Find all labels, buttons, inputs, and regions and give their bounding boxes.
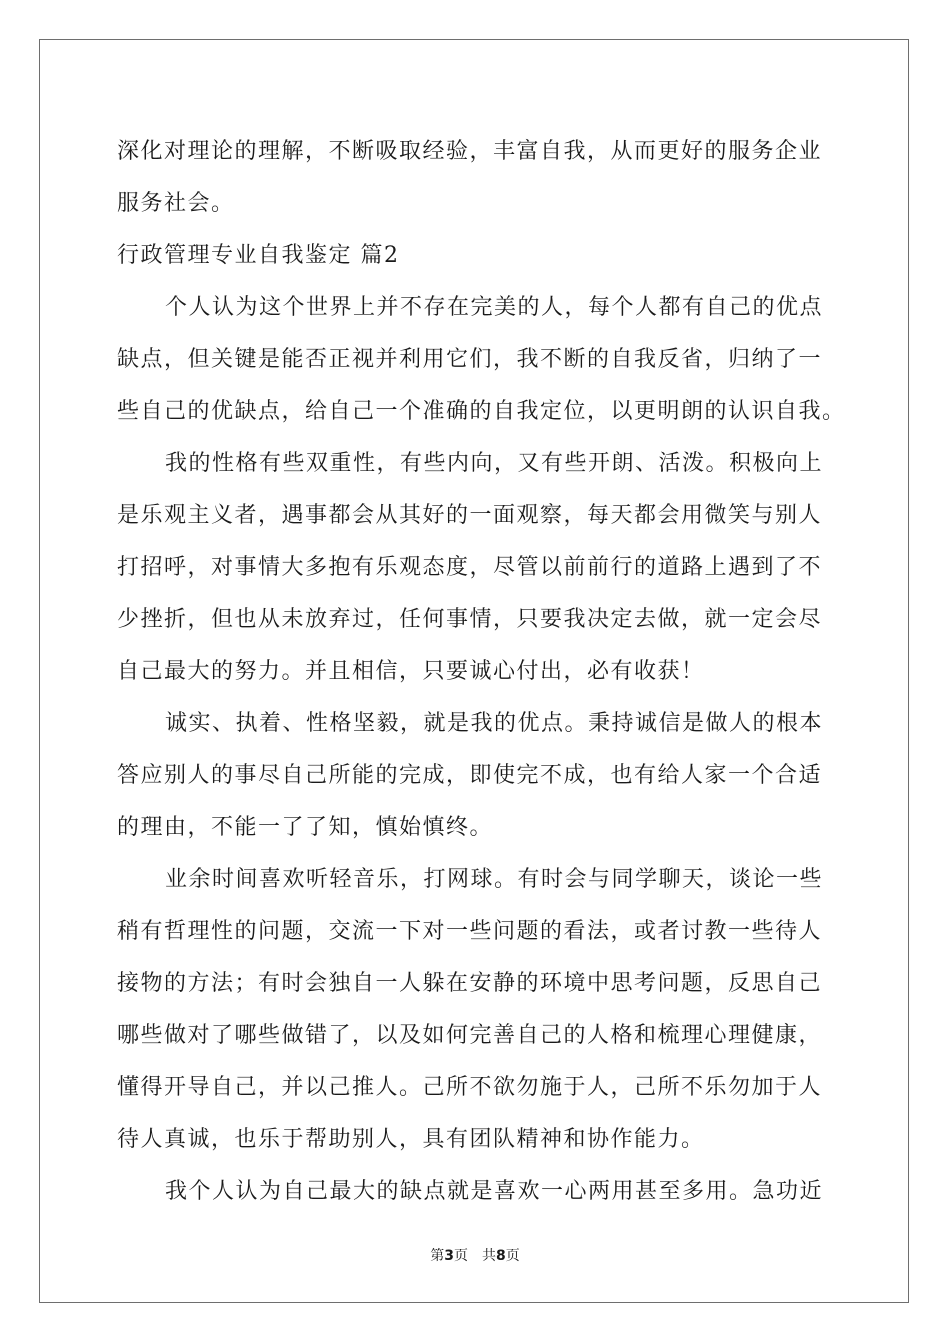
text-line: 业余时间喜欢听轻音乐，打网球。有时会与同学聊天，谈论一些 xyxy=(165,867,824,892)
text-line: 待人真诚，也乐于帮助别人，具有团队精神和协作能力。 xyxy=(117,1127,705,1152)
page-prefix: 第 xyxy=(430,1248,445,1264)
text-line: 我个人认为自己最大的缺点就是喜欢一心两用甚至多用。急功近 xyxy=(165,1179,824,1204)
text-line: 是乐观主义者，遇事都会从其好的一面观察，每天都会用微笑与别人 xyxy=(117,503,823,528)
page-number: 3 xyxy=(444,1248,454,1264)
text-line: 我的性格有些双重性，有些内向，又有些开朗、活泼。积极向上 xyxy=(165,451,824,476)
text-line: 些自己的优缺点，给自己一个准确的自我定位，以更明朗的认识自我。 xyxy=(117,399,846,424)
text-line: 打招呼，对事情大多抱有乐观态度，尽管以前前行的道路上遇到了不 xyxy=(117,555,823,580)
text-line: 自己最大的努力。并且相信，只要诚心付出，必有收获！ xyxy=(117,659,705,684)
section-heading: 行政管理专业自我鉴定 篇2 xyxy=(117,243,400,268)
page-footer xyxy=(0,1247,950,1265)
text-line: 深化对理论的理解，不断吸取经验，丰富自我，从而更好的服务企业 xyxy=(117,139,823,164)
text-line: 哪些做对了哪些做错了，以及如何完善自己的人格和梳理心理健康， xyxy=(117,1023,823,1048)
text-line: 的理由，不能一了了知，慎始慎终。 xyxy=(117,815,494,840)
total-pages: 8 xyxy=(496,1248,506,1264)
text-line: 懂得开导自己，并以己推人。己所不欲勿施于人，己所不乐勿加于人 xyxy=(117,1075,823,1100)
text-line: 缺点，但关键是能否正视并利用它们，我不断的自我反省，归纳了一 xyxy=(117,347,823,372)
text-line: 个人认为这个世界上并不存在完美的人，每个人都有自己的优点 xyxy=(165,295,824,320)
text-line: 答应别人的事尽自己所能的完成，即使完不成，也有给人家一个合适 xyxy=(117,763,823,788)
text-line: 诚实、执着、性格坚毅，就是我的优点。秉持诚信是做人的根本 xyxy=(165,711,824,736)
total-suffix: 页 xyxy=(505,1248,520,1264)
document-body xyxy=(117,126,846,1218)
text-line: 少挫折，但也从未放弃过，任何事情，只要我决定去做，就一定会尽 xyxy=(117,607,823,632)
text-line: 服务社会。 xyxy=(117,191,235,216)
total-prefix: 共 xyxy=(482,1248,496,1264)
text-line: 稍有哲理性的问题，交流一下对一些问题的看法，或者讨教一些待人 xyxy=(117,919,823,944)
page-suffix: 页 xyxy=(454,1248,468,1264)
text-line: 接物的方法；有时会独自一人躲在安静的环境中思考问题，反思自己 xyxy=(117,971,823,996)
